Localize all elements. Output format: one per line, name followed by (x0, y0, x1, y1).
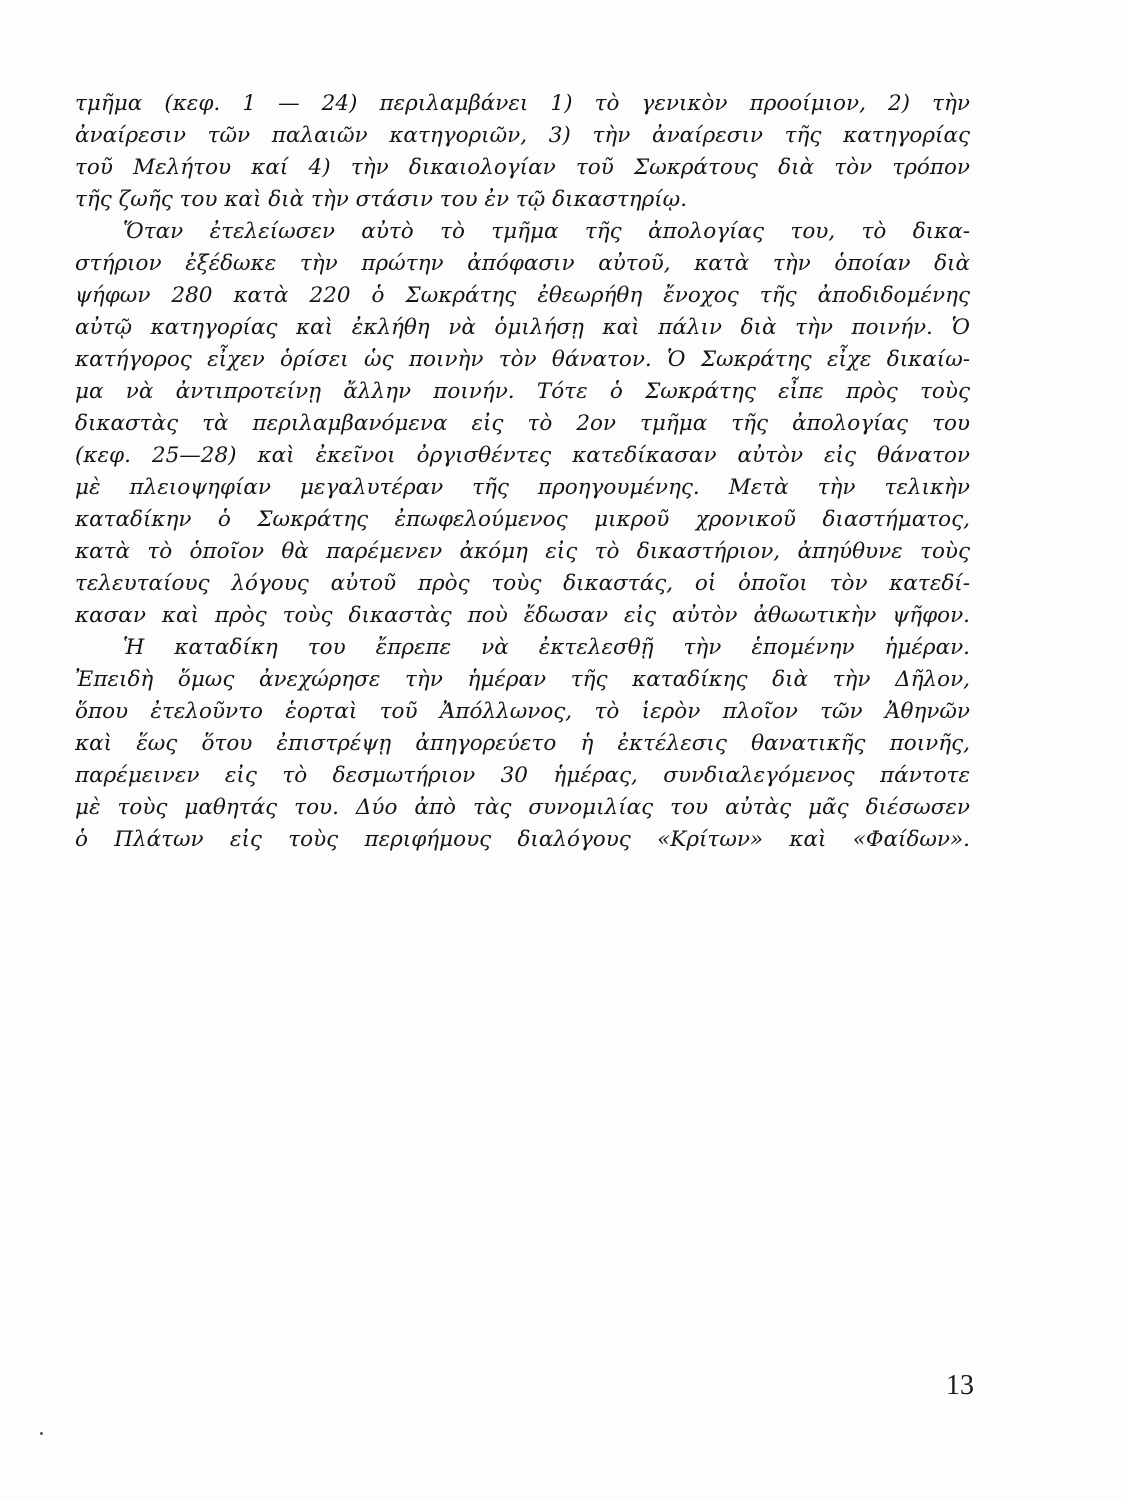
text-line: Ὅταν ἐτελείωσεν αὐτὸ τὸ τμῆμα τῆς ἀπολογίας του, τὸ δικα- (123, 219, 970, 244)
scan-speck (40, 1432, 43, 1435)
text-line: καὶ ἕως ὅτου ἐπιστρέψῃ ἀπηγορεύετο ἡ ἐκτέλεσις θανατικῆς ποινῆς, (75, 731, 970, 756)
text-line: μα νὰ ἀντιπροτείνῃ ἄλλην ποινήν. Τότε ὁ Σωκράτης εἶπε πρὸς τοὺς (75, 379, 970, 404)
text-line: κατήγορος εἶχεν ὁρίσει ὡς ποινὴν τὸν θάνατον. Ὁ Σωκράτης εἶχε δικαίω- (75, 347, 970, 372)
text-line: τελευταίους λόγους αὐτοῦ πρὸς τοὺς δικαστάς, οἱ ὁποῖοι τὸν κατεδί- (75, 571, 970, 596)
page-number: 13 (946, 1370, 974, 1401)
text-line: δικαστὰς τὰ περιλαμβανόμενα εἰς τὸ 2ον τμῆμα τῆς ἀπολογίας του (75, 411, 970, 436)
text-line: στήριον ἐξέδωκε τὴν πρώτην ἀπόφασιν αὐτοῦ, κατὰ τὴν ὁποίαν διὰ (75, 251, 970, 276)
text-line: ἀναίρεσιν τῶν παλαιῶν κατηγοριῶν, 3) τὴν ἀναίρεσιν τῆς κατηγορίας (75, 123, 970, 148)
text-line: Ἡ καταδίκη του ἔπρεπε νὰ ἐκτελεσθῇ τὴν ἑπομένην ἡμέραν. (123, 635, 970, 660)
text-line: τμῆμα (κεφ. 1 — 24) περιλαμβάνει 1) τὸ γενικὸν προοίμιον, 2) τὴν (75, 91, 970, 116)
text-line: αὐτῷ κατηγορίας καὶ ἐκλήθη νὰ ὁμιλήσῃ καὶ πάλιν διὰ τὴν ποινήν. Ὁ (75, 315, 970, 340)
text-line: ὁ Πλάτων εἰς τοὺς περιφήμους διαλόγους «Κρίτων» καὶ «Φαίδων». (75, 827, 970, 852)
text-line: τῆς ζωῆς του καὶ διὰ τὴν στάσιν του ἐν τῷ δικαστηρίῳ. (75, 187, 688, 212)
text-line: κασαν καὶ πρὸς τοὺς δικαστὰς ποὺ ἔδωσαν εἰς αὐτὸν ἀθωωτικὴν ψῆφον. (75, 603, 970, 628)
text-line: Ἐπειδὴ ὅμως ἀνεχώρησε τὴν ἡμέραν τῆς καταδίκης διὰ τὴν Δῆλον, (75, 667, 970, 692)
body-text (75, 88, 970, 856)
text-line: παρέμεινεν εἰς τὸ δεσμωτήριον 30 ἡμέρας, συνδιαλεγόμενος πάντοτε (75, 763, 970, 788)
text-line: μὲ τοὺς μαθητάς του. Δύο ἀπὸ τὰς συνομιλίας του αὐτὰς μᾶς διέσωσεν (75, 795, 970, 820)
text-line: (κεφ. 25—28) καὶ ἐκεῖνοι ὀργισθέντες κατεδίκασαν αὐτὸν εἰς θάνατον (75, 443, 970, 468)
text-line: τοῦ Μελήτου καί 4) τὴν δικαιολογίαν τοῦ Σωκράτους διὰ τὸν τρόπον (75, 155, 970, 180)
text-line: ψήφων 280 κατὰ 220 ὁ Σωκράτης ἐθεωρήθη ἔνοχος τῆς ἀποδιδομένης (75, 283, 970, 308)
text-line: καταδίκην ὁ Σωκράτης ἐπωφελούμενος μικροῦ χρονικοῦ διαστήματος, (75, 507, 970, 532)
text-line: κατὰ τὸ ὁποῖον θὰ παρέμενεν ἀκόμη εἰς τὸ δικαστήριον, ἀπηύθυνε τοὺς (75, 539, 970, 564)
text-line: ὅπου ἐτελοῦντο ἑορταὶ τοῦ Ἀπόλλωνος, τὸ ἱερὸν πλοῖον τῶν Ἀθηνῶν (75, 699, 970, 724)
text-line: μὲ πλειοψηφίαν μεγαλυτέραν τῆς προηγουμένης. Μετὰ τὴν τελικὴν (75, 475, 970, 500)
